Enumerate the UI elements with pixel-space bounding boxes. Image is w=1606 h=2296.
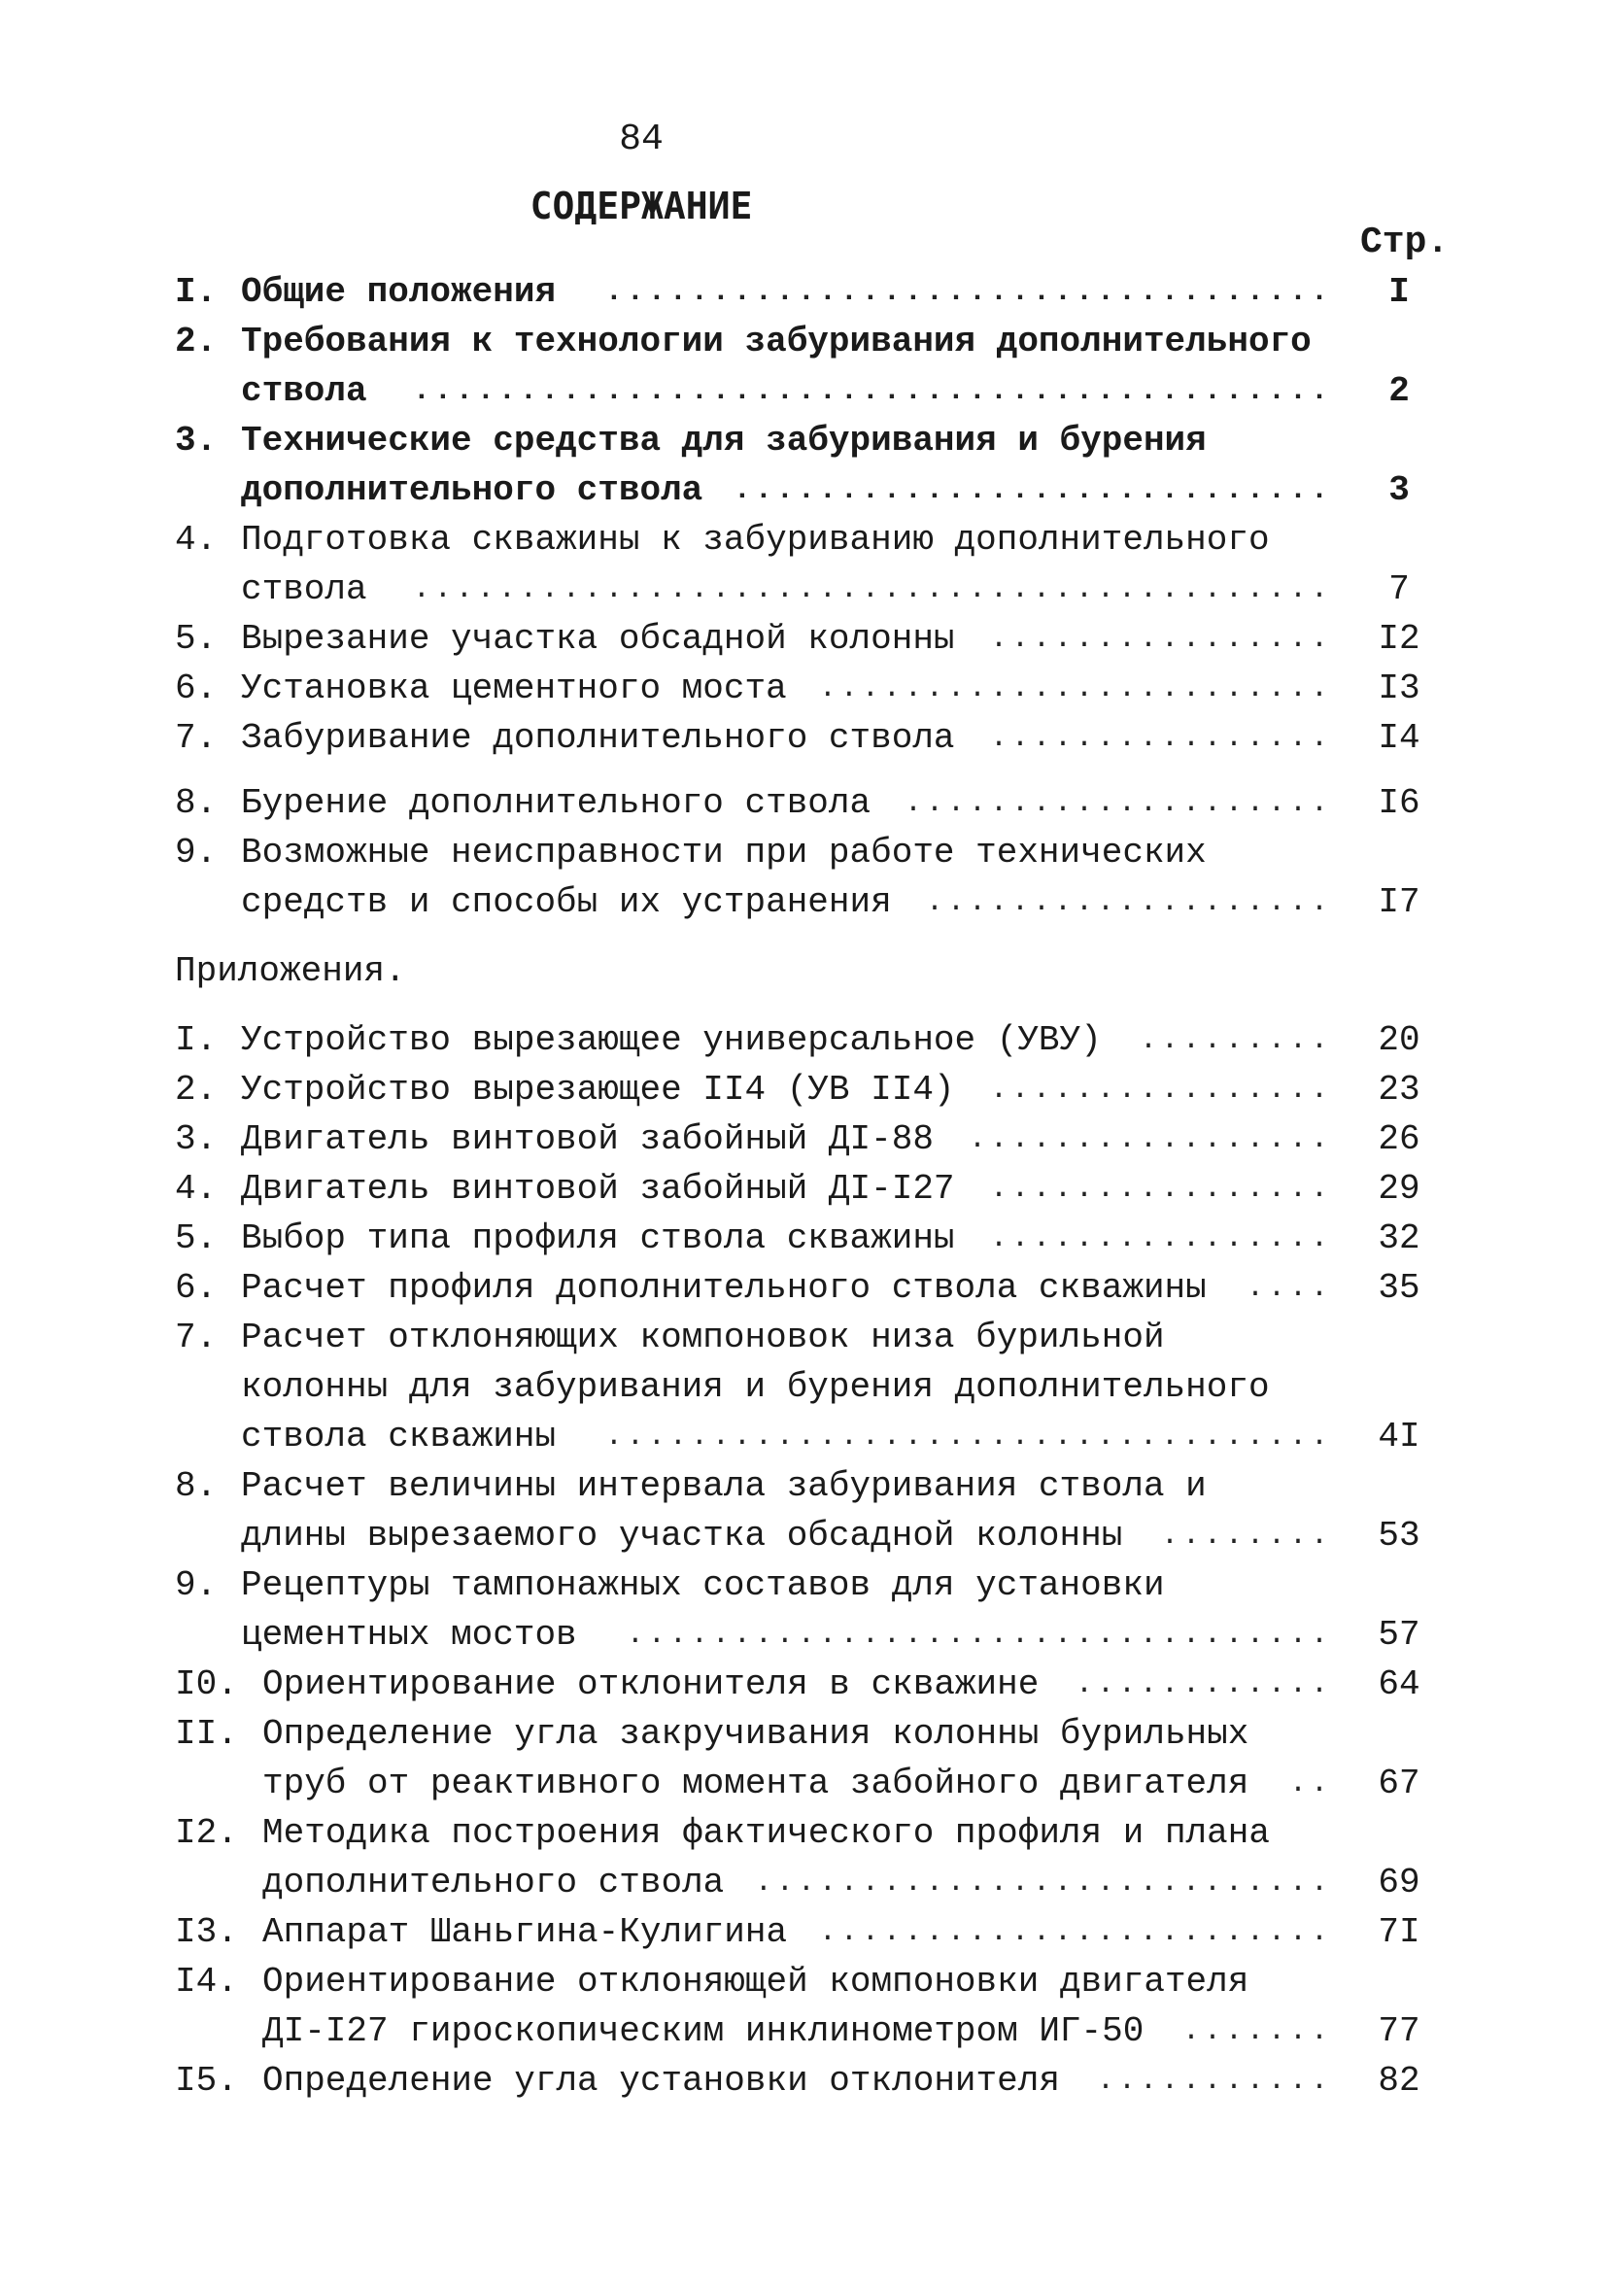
appendix-entry-row bbox=[0, 1809, 1606, 1858]
appendix-entry-leader-dots: ................. bbox=[968, 1123, 1332, 1156]
toc-entry-row bbox=[0, 878, 1606, 927]
toc-entry-leader-dots: ................... bbox=[925, 886, 1332, 919]
appendix-entry-row bbox=[0, 1958, 1606, 2006]
appendix-entry-title-line: Аппарат Шаньгина-Кулигина bbox=[262, 1912, 788, 1952]
appendix-entry-row bbox=[0, 1363, 1606, 1412]
toc-entry-page: 2 bbox=[1388, 371, 1410, 411]
toc-entry-page: I bbox=[1388, 272, 1410, 312]
appendix-entry-leader-dots: ....... bbox=[1181, 2015, 1332, 2048]
appendix-entry-leader-dots: ........ bbox=[1160, 1520, 1332, 1553]
appendix-entry-title-line: Ориентирование отклонителя в скважине bbox=[262, 1664, 1040, 1704]
appendix-entry-number: 9. bbox=[175, 1565, 218, 1605]
appendix-entry-row bbox=[0, 1115, 1606, 1164]
appendix-heading: Приложения. bbox=[175, 951, 406, 991]
appendix-entry-row bbox=[0, 1512, 1606, 1560]
appendix-entry-title-line: Расчет профиля дополнительного ствола скважины bbox=[241, 1268, 1207, 1308]
toc-entry-leader-dots: ........................................... bbox=[412, 375, 1332, 408]
toc-entry-leader-dots: ................ bbox=[989, 722, 1332, 755]
appendix-entry-row bbox=[0, 1462, 1606, 1511]
appendix-entry-row bbox=[0, 1561, 1606, 1610]
toc-entry-title-line: Общие положения bbox=[241, 272, 557, 312]
appendix-entry-row bbox=[0, 1661, 1606, 1709]
page-number: 84 bbox=[619, 119, 664, 160]
toc-entry-page: I3 bbox=[1378, 668, 1420, 708]
appendix-entry-page: 64 bbox=[1378, 1664, 1420, 1704]
appendix-entry-title-line: Ориентирование отклоняющей компоновки двигателя bbox=[262, 1962, 1249, 2002]
toc-entry-row bbox=[0, 516, 1606, 565]
appendix-entry-page: 53 bbox=[1378, 1516, 1420, 1556]
appendix-entry-title-line: дополнительного ствола bbox=[262, 1863, 725, 1902]
appendix-entry-page: 29 bbox=[1378, 1169, 1420, 1209]
appendix-entry-title-line: ДI-I27 гироскопическим инклинометром ИГ-50 bbox=[262, 2011, 1145, 2051]
toc-entry-number: 8. bbox=[175, 783, 218, 823]
appendix-entry-title-line: Определение угла закручивания колонны бурильных bbox=[262, 1714, 1249, 1754]
toc-entry-leader-dots: .................... bbox=[904, 787, 1332, 820]
appendix-entry-page: 82 bbox=[1378, 2061, 1420, 2101]
toc-entry-page: 7 bbox=[1388, 569, 1410, 609]
toc-entry-row bbox=[0, 829, 1606, 877]
appendix-entry-row bbox=[0, 1066, 1606, 1114]
appendix-entry-page: 20 bbox=[1378, 1020, 1420, 1060]
appendix-entry-leader-dots: ............ bbox=[1075, 1668, 1332, 1701]
appendix-entry-row bbox=[0, 1760, 1606, 1808]
appendix-entry-row bbox=[0, 1215, 1606, 1263]
appendix-entry-title-line: Расчет отклоняющих компоновок низа бурильной bbox=[241, 1318, 1165, 1357]
appendix-entry-title-line: Рецептуры тампонажных составов для установки bbox=[241, 1565, 1165, 1605]
appendix-entry-title-line: Выбор типа профиля ствола скважины bbox=[241, 1218, 955, 1258]
toc-entry-title-line: Подготовка скважины к забуриванию дополнительного bbox=[241, 520, 1270, 560]
toc-entry-number: 2. bbox=[175, 322, 218, 361]
appendix-entry-row bbox=[0, 1611, 1606, 1660]
appendix-entry-number: I0. bbox=[175, 1664, 238, 1704]
toc-entry-title-line: ствола bbox=[241, 371, 367, 411]
toc-entry-number: 5. bbox=[175, 619, 218, 659]
appendix-entry-leader-dots: .... bbox=[1246, 1272, 1332, 1305]
toc-entry-page: 3 bbox=[1388, 470, 1410, 510]
appendix-entry-number: II. bbox=[175, 1714, 238, 1754]
appendix-entry-leader-dots: ................ bbox=[989, 1173, 1332, 1206]
toc-entry-number: 6. bbox=[175, 668, 218, 708]
toc-entry-title-line: Возможные неисправности при работе технических bbox=[241, 833, 1207, 873]
appendix-entry-number: 2. bbox=[175, 1070, 218, 1110]
page-column-header: Стр. bbox=[1360, 222, 1450, 263]
appendix-entry-number: I4. bbox=[175, 1962, 238, 2002]
toc-entry-number: 9. bbox=[175, 833, 218, 873]
appendix-entry-row bbox=[0, 1165, 1606, 1214]
appendix-entry-title-line: Двигатель винтовой забойный ДI-88 bbox=[241, 1119, 934, 1159]
toc-entry-leader-dots: .................................. bbox=[604, 276, 1332, 309]
appendix-entry-leader-dots: ......... bbox=[1139, 1024, 1332, 1057]
appendix-entry-number: I3. bbox=[175, 1912, 238, 1952]
appendix-entry-title-line: труб от реактивного момента забойного двигателя bbox=[262, 1764, 1249, 1803]
toc-entry-page: I2 bbox=[1378, 619, 1420, 659]
appendix-entry-number: 5. bbox=[175, 1218, 218, 1258]
appendix-entry-number: 6. bbox=[175, 1268, 218, 1308]
toc-entry-row bbox=[0, 779, 1606, 828]
toc-entry-title-line: Забуривание дополнительного ствола bbox=[241, 718, 955, 758]
toc-entry-title-line: Установка цементного моста bbox=[241, 668, 787, 708]
toc-entry-row bbox=[0, 714, 1606, 763]
appendix-entry-leader-dots: ........................ bbox=[818, 1916, 1332, 1949]
toc-entry-number: 3. bbox=[175, 421, 218, 461]
toc-entry-leader-dots: ................ bbox=[989, 623, 1332, 656]
toc-entry-row bbox=[0, 565, 1606, 614]
appendix-entry-leader-dots: .................................. bbox=[604, 1421, 1332, 1454]
appendix-entry-number: 3. bbox=[175, 1119, 218, 1159]
appendix-entry-page: 69 bbox=[1378, 1863, 1420, 1902]
toc-entry-title-line: Бурение дополнительного ствола bbox=[241, 783, 871, 823]
appendix-entry-row bbox=[0, 1264, 1606, 1313]
appendix-entry-page: 23 bbox=[1378, 1070, 1420, 1110]
toc-entry-leader-dots: ............................ bbox=[733, 474, 1332, 507]
toc-entry-title-line: Вырезание участка обсадной колонны bbox=[241, 619, 955, 659]
appendix-entry-leader-dots: ................ bbox=[989, 1074, 1332, 1107]
toc-entry-title-line: ствола bbox=[241, 569, 367, 609]
appendix-entry-leader-dots: ........... bbox=[1096, 2065, 1332, 2098]
toc-entry-number: 7. bbox=[175, 718, 218, 758]
appendix-entry-leader-dots: .. bbox=[1288, 1767, 1332, 1800]
appendix-entry-title-line: длины вырезаемого участка обсадной колонны bbox=[241, 1516, 1123, 1556]
toc-entry-title-line: средств и способы их устранения bbox=[241, 882, 892, 922]
appendix-entry-row bbox=[0, 1859, 1606, 1907]
appendix-entry-row bbox=[0, 1710, 1606, 1759]
toc-entry-page: I7 bbox=[1378, 882, 1420, 922]
appendix-entry-row bbox=[0, 1016, 1606, 1065]
toc-entry-page: I4 bbox=[1378, 718, 1420, 758]
appendix-entry-page: 57 bbox=[1378, 1615, 1420, 1655]
toc-entry-row bbox=[0, 318, 1606, 366]
appendix-entry-row bbox=[0, 1908, 1606, 1957]
appendix-entry-page: 32 bbox=[1378, 1218, 1420, 1258]
toc-entry-page: I6 bbox=[1378, 783, 1420, 823]
appendix-entry-row bbox=[0, 2007, 1606, 2056]
appendix-entry-leader-dots: ................................. bbox=[626, 1619, 1332, 1652]
appendix-entry-row bbox=[0, 1413, 1606, 1461]
appendix-entry-leader-dots: ........................... bbox=[754, 1867, 1332, 1900]
toc-entry-title-line: Требования к технологии забуривания дополнительного bbox=[241, 322, 1312, 361]
toc-entry-number: 4. bbox=[175, 520, 218, 560]
appendix-entry-page: 77 bbox=[1378, 2011, 1420, 2051]
appendix-entry-title-line: Двигатель винтовой забойный ДI-I27 bbox=[241, 1169, 955, 1209]
toc-entry-row bbox=[0, 367, 1606, 416]
appendix-entry-number: 4. bbox=[175, 1169, 218, 1209]
toc-entry-leader-dots: ........................ bbox=[818, 672, 1332, 705]
appendix-entry-title-line: Расчет величины интервала забуривания ствола и bbox=[241, 1466, 1207, 1506]
toc-entry-title-line: дополнительного ствола bbox=[241, 470, 703, 510]
appendix-entry-title-line: Определение угла установки отклонителя bbox=[262, 2061, 1060, 2101]
appendix-entry-page: 4I bbox=[1378, 1417, 1420, 1456]
toc-entry-row bbox=[0, 615, 1606, 664]
appendix-entry-page: 7I bbox=[1378, 1912, 1420, 1952]
appendix-entry-title-line: Методика построения фактического профиля и плана bbox=[262, 1813, 1270, 1853]
appendix-entry-title-line: колонны для забуривания и бурения дополнительного bbox=[241, 1367, 1270, 1407]
toc-entry-row bbox=[0, 665, 1606, 713]
appendix-entry-page: 67 bbox=[1378, 1764, 1420, 1803]
appendix-entry-leader-dots: ................ bbox=[989, 1222, 1332, 1255]
appendix-entry-title-line: ствола скважины bbox=[241, 1417, 557, 1456]
appendix-entry-page: 26 bbox=[1378, 1119, 1420, 1159]
appendix-entry-number: I2. bbox=[175, 1813, 238, 1853]
toc-entry-row bbox=[0, 417, 1606, 465]
toc-entry-title-line: Технические средства для забуривания и бурения bbox=[241, 421, 1207, 461]
appendix-entry-title-line: Устройство вырезающее II4 (УВ II4) bbox=[241, 1070, 955, 1110]
appendix-entry-title-line: цементных мостов bbox=[241, 1615, 577, 1655]
appendix-entry-number: I. bbox=[175, 1020, 218, 1060]
toc-entry-leader-dots: ........................................... bbox=[412, 573, 1332, 606]
appendix-entry-page: 35 bbox=[1378, 1268, 1420, 1308]
appendix-entry-title-line: Устройство вырезающее универсальное (УВУ) bbox=[241, 1020, 1102, 1060]
toc-entry-row bbox=[0, 268, 1606, 317]
toc-entry-number: I. bbox=[175, 272, 218, 312]
toc-entry-row bbox=[0, 466, 1606, 515]
appendix-entry-number: 7. bbox=[175, 1318, 218, 1357]
appendix-entry-number: 8. bbox=[175, 1466, 218, 1506]
appendix-entry-row bbox=[0, 2057, 1606, 2106]
appendix-entry-number: I5. bbox=[175, 2061, 238, 2101]
page-title: СОДЕРЖАНИЕ bbox=[530, 185, 753, 227]
appendix-entry-row bbox=[0, 1314, 1606, 1362]
